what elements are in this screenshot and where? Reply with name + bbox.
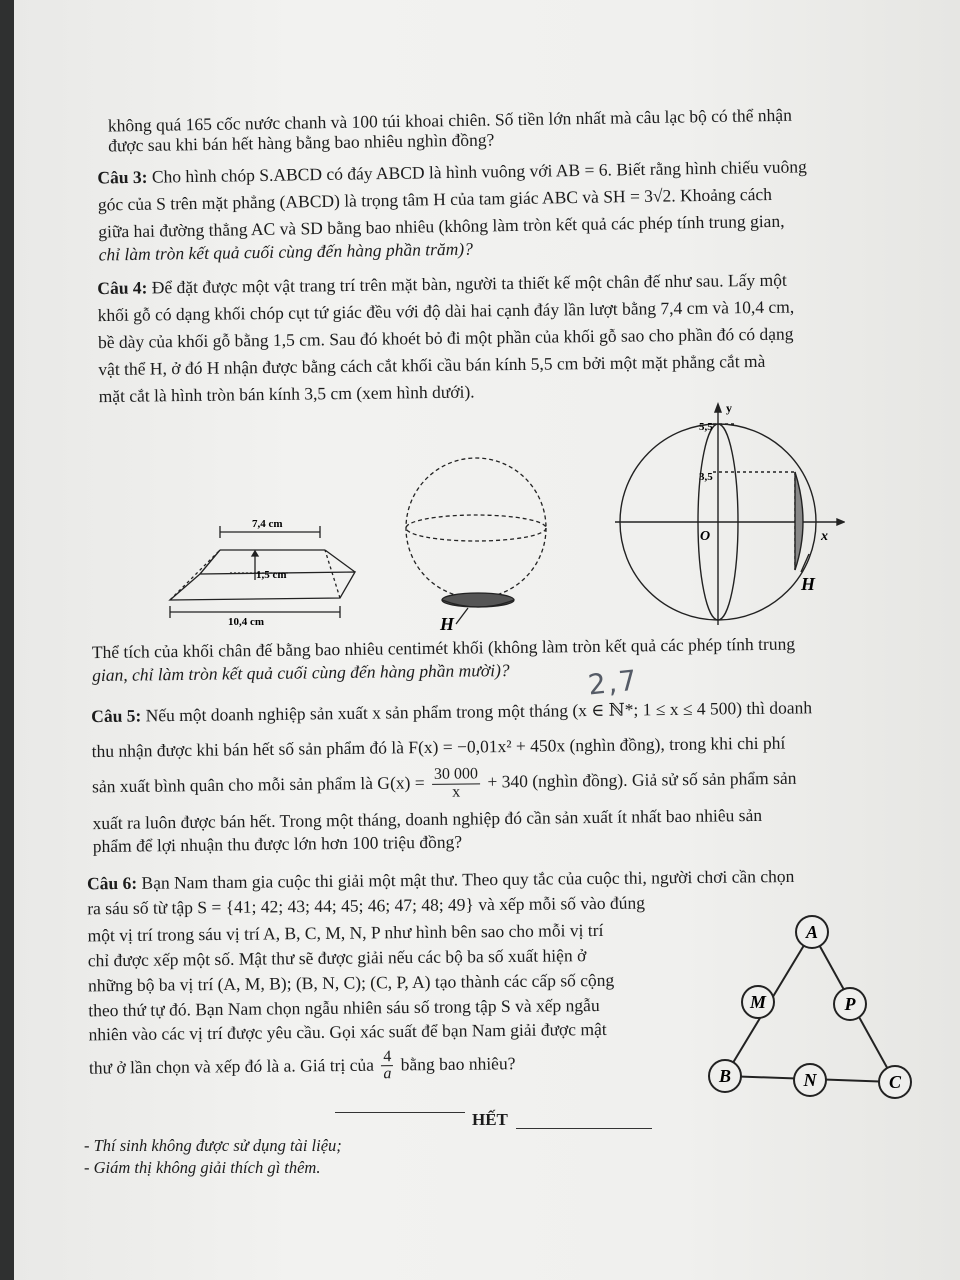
question-6: Câu 6: Bạn Nam tham gia cuộc thi giải một mật thư. Theo quy tắc của cuộc thi, người chơi cần chọn ra sáu số từ tập S = {41; 42; 43; 44; 45; 46; 47; 48; 49} và xếp mỗi số vào đúng một vị trí trong sáu vị trí A, B, C, M, N, P như hình bên sao cho mỗi vị trí chỉ được xếp một số. Mật thư sẽ được giải nếu các bộ ba số xuất hiện ở những bộ ba vị trí (A, M, B); (B, N, C); (C, P, A) tạo thành các cấp số cộng theo thứ tự đó. Bạn Nam chọn ngẫu nhiên sáu số trong tập S và xếp ngẫu nhiên vào các vị trí được yêu cầu. Gọi xác suất để bạn Nam giải được mật thư ở lần chọn và xếp đó là a. Giá trị của $\frac{4}{a}$ bằng bao nhiêu? (86, 865, 795, 1083)
question-3: Câu 3: Cho hình chóp S.ABCD có đáy ABCD là hình vuông với AB = 6. Biết rằng hình chiếu vuông góc của S trên mặt phẳng (ABCD) là trọng tâm H của tam giác ABC và SH = 3√2. Khoảng cách giữa hai đường thẳng AC và SD bằng bao nhiêu (không làm tròn kết quả các phép tính trung gian, chỉ làm tròn kết quả cuối cùng đến hàng phần trăm)? (97, 156, 807, 265)
intro-text: không quá 165 cốc nước chanh và 100 túi khoai chiên. Số tiền lớn nhất mà câu lạc bộ có thể nhận được sau khi bán hết hàng bằng bao nhiêu nghìn đồng? (107, 104, 793, 156)
frustum-top-label: 7,4 cm (252, 518, 283, 530)
sphere-cap-figure (398, 438, 558, 633)
triangle-diagram (700, 910, 920, 1100)
end-label: HẾT (472, 1110, 508, 1129)
end-rule-right (516, 1128, 652, 1130)
footnote-1: - Thí sinh không được sử dụng tài liệu; (84, 1136, 342, 1155)
frustum-bottom-label: 10,4 cm (228, 616, 265, 628)
fraction-g: $\frac{30 000}{x}$ (432, 767, 480, 802)
shaded-label: H (801, 574, 816, 594)
end-rule-left (335, 1112, 465, 1114)
origin-label: O (700, 529, 711, 544)
question-5-label: Câu 5: (91, 705, 142, 727)
question-5: Câu 5: Nếu một doanh nghiệp sản xuất x sản phẩm trong một tháng (x ∈ ℕ*; 1 ≤ x ≤ 4 500) thì doanh thu nhận được khi bán hết số sản phẩm đó là F(x) = −0,01x² + 450x (nghìn đồng), trong khi chi phí sản xuất bình quân cho mỗi sản phẩm là G(x) = $\frac{30 000}{x}$ + 340 (nghìn đồng). Giả sử số sản phẩm sản xuất ra luôn được bán hết. Trong một tháng, doanh nghiệp đó cần sản xuất ít nhất bao nhiêu sản phẩm để lợi nhuận thu được lớn hơn 100 triệu đồng? (91, 697, 813, 856)
question-4: Câu 4: Để đặt được một vật trang trí trên mặt bàn, người ta thiết kế một chân đế như sau. Lấy một khối gỗ có dạng khối chóp cụt tứ giác đều với độ dài hai cạnh đáy lần lượt bằng 7,4 cm và 10,4 cm, bề dày của khối gỗ bằng 1,5 cm. Sau đó khoét bỏ đi một phần của khối gỗ sao cho phần đó có dạng vật thể H, ở đó H nhận được bằng cách cắt khối cầu bán kính 5,5 cm bởi một mặt phẳng cắt mà mặt cắt là hình tròn bán kính 3,5 cm (xem hình dưới). (97, 269, 795, 407)
footnote-2: - Giám thị không giải thích gì thêm. (84, 1158, 321, 1177)
node-label-c: C (888, 1072, 902, 1092)
question-4-ask: Thể tích của khối chân đế bằng bao nhiêu centimét khối (không làm tròn kết quả các phép tính trung gian, chỉ làm tròn kết quả cuối cùng đến hàng phần mười)? (91, 633, 796, 686)
question-3-label: Câu 3: (97, 166, 148, 188)
cap-label: H (440, 614, 455, 633)
circle-axes-figure (615, 400, 845, 630)
cut-label: 3,5 (699, 471, 713, 483)
axis-y-label: y (726, 401, 732, 415)
axis-x-label: x (821, 529, 828, 544)
question-6-label: Câu 6: (86, 872, 138, 894)
node-label-n: N (803, 1070, 817, 1090)
radius-label: 5,5 (699, 421, 713, 433)
node-label-m: M (749, 992, 767, 1012)
node-label-p: P (844, 994, 856, 1014)
node-label-a: A (805, 922, 819, 942)
fraction-4-over-a: $\frac{4}{a}$ (383, 1047, 392, 1083)
question-4-label: Câu 4: (97, 277, 148, 299)
frustum-figure (160, 510, 370, 630)
handwritten-answer: 2,7 (586, 663, 641, 702)
frustum-height-label: 1,5 cm (256, 569, 287, 581)
node-label-b: B (718, 1066, 732, 1086)
